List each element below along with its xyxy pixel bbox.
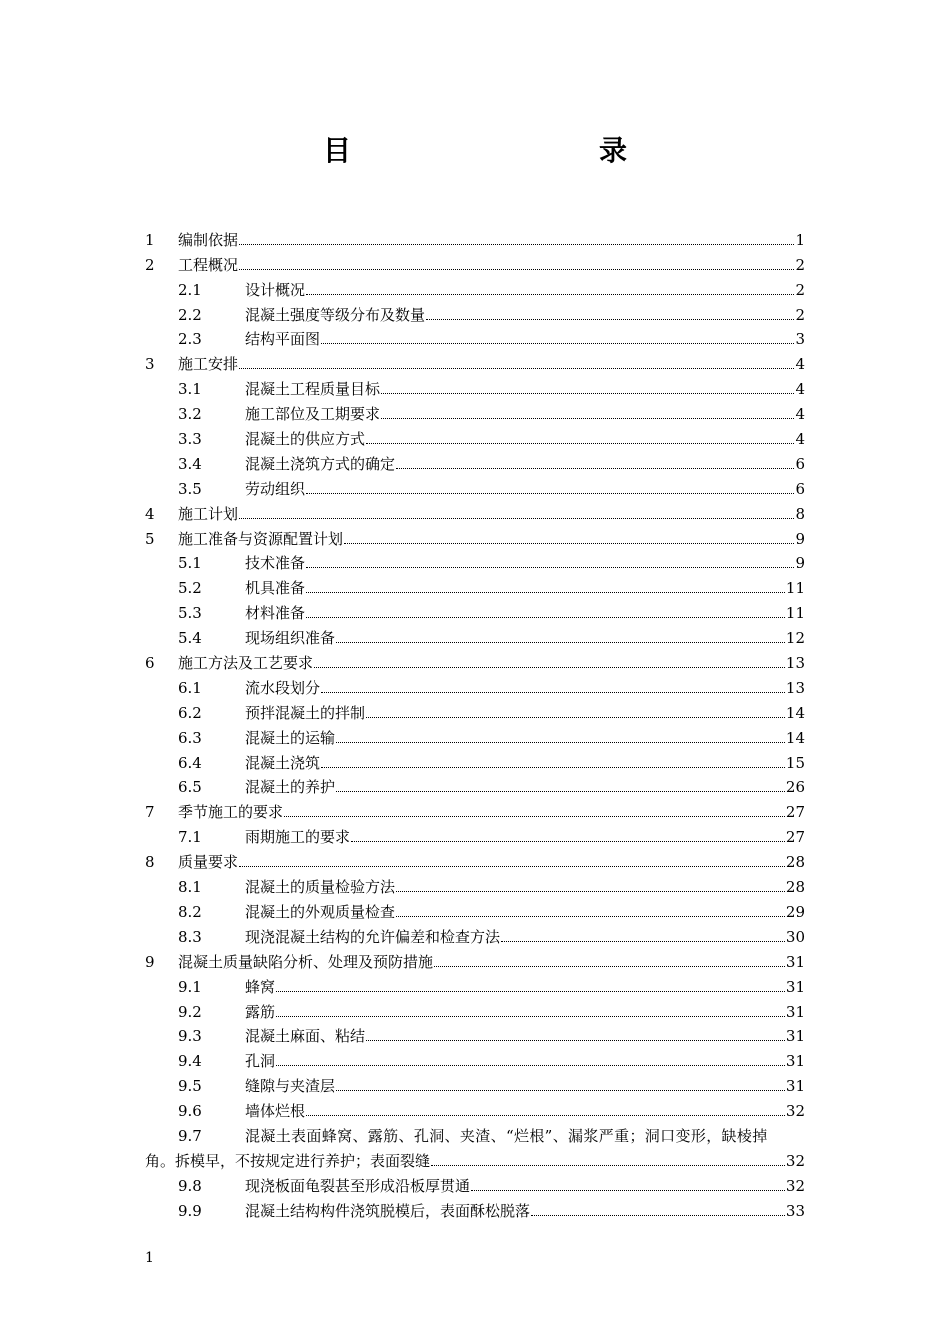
- toc-entry[interactable]: [145, 1022, 805, 1047]
- toc-entry-title: 施工部位及工期要求: [245, 405, 381, 424]
- toc-entry[interactable]: [145, 623, 805, 648]
- toc-entry-title: 混凝土的外观质量检查: [245, 902, 396, 921]
- toc-entry-number: 2.2: [178, 305, 202, 324]
- toc-entry-number: 6.1: [178, 678, 202, 697]
- toc-entry[interactable]: [145, 822, 805, 847]
- toc-leader-dots: [306, 294, 794, 295]
- toc-entry[interactable]: [145, 673, 805, 698]
- toc-entry-page: 14: [785, 728, 805, 747]
- toc-entry-title: 工程概况: [178, 255, 239, 274]
- toc-entry-title: 孔洞: [245, 1052, 276, 1071]
- toc-leader-dots: [239, 518, 794, 519]
- toc-entry-number: 3.4: [178, 454, 202, 473]
- toc-entry-title: 施工计划: [178, 504, 239, 523]
- toc-entry-title: 混凝土麻面、粘结: [245, 1027, 366, 1046]
- toc-entry-page: 13: [785, 678, 805, 697]
- toc-leader-dots: [431, 1165, 785, 1166]
- toc-entry-title: 技术准备: [245, 554, 306, 573]
- toc-entry[interactable]: [145, 549, 805, 574]
- toc-entry[interactable]: [145, 773, 805, 798]
- toc-entry-title: 混凝土结构构件浇筑脱模后，表面酥松脱落: [245, 1201, 531, 1220]
- toc-entry-title: 施工方法及工艺要求: [178, 654, 314, 673]
- toc-leader-dots: [396, 891, 785, 892]
- toc-leader-dots: [239, 866, 785, 867]
- toc-leader-dots: [239, 368, 794, 369]
- toc-entry[interactable]: [145, 847, 805, 872]
- toc-entry-number: 5.2: [178, 579, 202, 598]
- toc-entry-number: 8.3: [178, 927, 202, 946]
- toc-entry[interactable]: [145, 349, 805, 374]
- toc-leader-dots: [426, 319, 794, 320]
- toc-entry-page: 29: [785, 902, 805, 921]
- toc-entry[interactable]: [145, 598, 805, 623]
- toc-entry-page: 15: [785, 753, 805, 772]
- toc-entry-title-line1: 混凝土表面蜂窝、露筋、孔洞、夹渣、“烂根”、漏浆严重；洞口变形，缺棱掉: [245, 1126, 768, 1145]
- page-title: 目 录: [322, 134, 691, 167]
- toc-entry-page: 9: [795, 529, 805, 548]
- toc-entry-number: 5: [145, 529, 155, 548]
- toc-entry-title: 混凝土质量缺陷分析、处理及预防措施: [178, 952, 434, 971]
- toc-leader-dots: [351, 841, 785, 842]
- toc-entry-title: 材料准备: [245, 604, 306, 623]
- toc-entry-page: 4: [795, 405, 805, 424]
- toc-entry-number: 9.2: [178, 1002, 202, 1021]
- toc-entry-title: 混凝土浇筑方式的确定: [245, 454, 396, 473]
- toc-entry-page: 28: [785, 853, 805, 872]
- toc-entry-title: 现浇混凝土结构的允许偏差和检查方法: [245, 927, 501, 946]
- toc-entry-title: 结构平面图: [245, 330, 321, 349]
- toc-entry-title: 季节施工的要求: [178, 803, 284, 822]
- toc-leader-dots: [239, 269, 794, 270]
- toc-entry-page: 31: [785, 1002, 805, 1021]
- toc-entry-number: 6.3: [178, 728, 202, 747]
- toc-entry[interactable]: [145, 648, 805, 673]
- toc-leader-dots: [381, 418, 794, 419]
- toc-entry[interactable]: [145, 797, 805, 822]
- toc-leader-dots: [306, 493, 794, 494]
- toc-entry-title: 现场组织准备: [245, 629, 336, 648]
- toc-entry[interactable]: [145, 997, 805, 1022]
- toc-entry-page: 13: [785, 654, 805, 673]
- toc-entry[interactable]: [145, 1171, 805, 1196]
- toc-entry-title: 预拌混凝土的拌制: [245, 703, 366, 722]
- toc-entry-number: 6.2: [178, 703, 202, 722]
- toc-entry-title: 设计概况: [245, 280, 306, 299]
- toc-entry-page: 31: [785, 977, 805, 996]
- toc-leader-dots: [336, 791, 785, 792]
- toc-entry-title: 缝隙与夹渣层: [245, 1077, 336, 1096]
- toc-entry-page: 12: [785, 629, 805, 648]
- toc-entry-number: 2: [145, 255, 155, 274]
- toc-entry-title-line2: 角。拆模早，不按规定进行养护；表面裂缝: [145, 1151, 431, 1170]
- toc-entry-page: 31: [785, 952, 805, 971]
- toc-entry-number: 4: [145, 504, 155, 523]
- toc-entry-page: 31: [785, 1052, 805, 1071]
- toc-tail-entries: [145, 1171, 805, 1221]
- toc-entry-page: 4: [795, 380, 805, 399]
- toc-entry-number: 5.4: [178, 629, 202, 648]
- toc-leader-dots: [306, 567, 794, 568]
- toc-entry-page: 11: [785, 604, 805, 623]
- toc-entry-number: 9.1: [178, 977, 202, 996]
- toc-leader-dots: [336, 1090, 785, 1091]
- toc-leader-dots: [336, 742, 785, 743]
- toc-entry-page: 9: [795, 554, 805, 573]
- toc-entry-page: 26: [785, 778, 805, 797]
- toc-entry-title: 混凝土的供应方式: [245, 430, 366, 449]
- toc-leader-dots: [344, 543, 794, 544]
- toc-entry-number: 6.5: [178, 778, 202, 797]
- toc-entry[interactable]: [145, 972, 805, 997]
- toc-entry-title: 混凝土工程质量目标: [245, 380, 381, 399]
- toc-leader-dots: [366, 443, 794, 444]
- toc-entry[interactable]: [145, 1196, 805, 1221]
- toc-leader-dots: [321, 767, 785, 768]
- toc-entry[interactable]: [145, 1071, 805, 1096]
- toc-entries: [145, 225, 805, 1121]
- toc-entry-page: 27: [785, 803, 805, 822]
- toc-entry-page: 4: [795, 430, 805, 449]
- toc-entry-title: 混凝土浇筑: [245, 753, 321, 772]
- toc-entry[interactable]: [145, 250, 805, 275]
- toc-entry-number: 3.5: [178, 479, 202, 498]
- table-of-contents: [145, 225, 805, 1221]
- toc-entry-title: 劳动组织: [245, 479, 306, 498]
- toc-leader-dots: [501, 941, 785, 942]
- toc-entry[interactable]: [145, 474, 805, 499]
- toc-entry-title: 施工准备与资源配置计划: [178, 529, 344, 548]
- toc-leader-dots: [396, 468, 794, 469]
- toc-leader-dots: [306, 1115, 785, 1116]
- toc-entry-title: 质量要求: [178, 853, 239, 872]
- toc-entry-page: 2: [795, 255, 805, 274]
- toc-entry[interactable]: [145, 897, 805, 922]
- toc-entry-page: 31: [785, 1027, 805, 1046]
- toc-entry-title: 蜂窝: [245, 977, 276, 996]
- toc-entry-page: 1: [795, 230, 805, 249]
- toc-leader-dots: [336, 642, 785, 643]
- toc-entry-page: 14: [785, 703, 805, 722]
- toc-entry-number: 8.2: [178, 902, 202, 921]
- toc-leader-dots: [276, 1065, 785, 1066]
- toc-entry-title: 露筋: [245, 1002, 276, 1021]
- toc-entry[interactable]: [145, 374, 805, 399]
- toc-entry-page: 32: [785, 1151, 805, 1170]
- toc-entry[interactable]: [145, 947, 805, 972]
- toc-leader-dots: [306, 617, 785, 618]
- toc-leader-dots: [531, 1215, 785, 1216]
- toc-entry-page: 11: [785, 579, 805, 598]
- toc-entry[interactable]: [145, 325, 805, 350]
- toc-entry-number: 2.1: [178, 280, 202, 299]
- toc-entry[interactable]: [145, 723, 805, 748]
- toc-entry-page: 32: [785, 1176, 805, 1195]
- toc-entry-title: 机具准备: [245, 579, 306, 598]
- toc-entry-page: 6: [795, 479, 805, 498]
- toc-entry-number: 3: [145, 355, 155, 374]
- toc-leader-dots: [306, 592, 785, 593]
- toc-leader-dots: [284, 816, 785, 817]
- toc-leader-dots: [434, 966, 785, 967]
- toc-entry-title: 流水段划分: [245, 678, 321, 697]
- toc-entry[interactable]: [145, 300, 805, 325]
- toc-leader-dots: [381, 393, 794, 394]
- toc-leader-dots: [396, 916, 785, 917]
- toc-entry-number: 8: [145, 853, 155, 872]
- toc-entry-number: 8.1: [178, 878, 202, 897]
- toc-entry-page: 27: [785, 828, 805, 847]
- page-number-footer: 1: [145, 1250, 154, 1266]
- toc-entry-page: 4: [795, 355, 805, 374]
- toc-entry[interactable]: [145, 1096, 805, 1121]
- toc-leader-dots: [239, 244, 794, 245]
- toc-entry[interactable]: [145, 1046, 805, 1071]
- toc-entry[interactable]: [145, 225, 805, 250]
- toc-entry-number: 9.3: [178, 1027, 202, 1046]
- toc-leader-dots: [366, 1040, 785, 1041]
- toc-entry-page: 3: [795, 330, 805, 349]
- toc-entry-number: 9.5: [178, 1077, 202, 1096]
- toc-entry-number: 2.3: [178, 330, 202, 349]
- toc-leader-dots: [321, 343, 794, 344]
- toc-leader-dots: [366, 717, 785, 718]
- toc-entry-title: 现浇板面龟裂甚至形成沿板厚贯通: [245, 1176, 471, 1195]
- toc-entry-9-7-continued[interactable]: [145, 1146, 805, 1171]
- toc-entry-number: 6.4: [178, 753, 202, 772]
- toc-leader-dots: [471, 1190, 785, 1191]
- toc-entry[interactable]: [145, 748, 805, 773]
- toc-entry-number: 5.3: [178, 604, 202, 623]
- toc-entry-title: 混凝土强度等级分布及数量: [245, 305, 426, 324]
- toc-entry-number: 9.4: [178, 1052, 202, 1071]
- toc-entry[interactable]: [145, 872, 805, 897]
- toc-entry-page: 28: [785, 878, 805, 897]
- toc-entry-number: 9.7: [178, 1126, 202, 1145]
- toc-entry-title: 混凝土的运输: [245, 728, 336, 747]
- toc-entry[interactable]: [145, 499, 805, 524]
- toc-entry-title: 混凝土的养护: [245, 778, 336, 797]
- toc-entry-number: 9.8: [178, 1176, 202, 1195]
- toc-entry[interactable]: [145, 524, 805, 549]
- toc-entry-page: 33: [785, 1201, 805, 1220]
- toc-entry-9-7[interactable]: [145, 1121, 805, 1146]
- toc-entry-number: 5.1: [178, 554, 202, 573]
- toc-entry-number: 3.3: [178, 430, 202, 449]
- toc-entry-number: 7: [145, 803, 155, 822]
- toc-entry-number: 3.1: [178, 380, 202, 399]
- toc-entry-page: 6: [795, 454, 805, 473]
- toc-entry-number: 1: [145, 230, 155, 249]
- toc-entry[interactable]: [145, 399, 805, 424]
- toc-entry-number: 9: [145, 952, 155, 971]
- toc-entry-page: 30: [785, 927, 805, 946]
- toc-entry-number: 6: [145, 654, 155, 673]
- toc-entry[interactable]: [145, 573, 805, 598]
- toc-entry-number: 7.1: [178, 828, 202, 847]
- toc-leader-dots: [321, 692, 785, 693]
- toc-entry-title: 施工安排: [178, 355, 239, 374]
- toc-entry-page: 8: [795, 504, 805, 523]
- toc-entry[interactable]: [145, 698, 805, 723]
- toc-entry[interactable]: [145, 424, 805, 449]
- toc-entry-page: 31: [785, 1077, 805, 1096]
- toc-entry-page: 2: [795, 280, 805, 299]
- toc-entry-number: 9.6: [178, 1102, 202, 1121]
- toc-entry-number: 9.9: [178, 1201, 202, 1220]
- toc-entry-title: 墙体烂根: [245, 1102, 306, 1121]
- toc-leader-dots: [314, 667, 785, 668]
- toc-entry-number: 3.2: [178, 405, 202, 424]
- toc-entry-page: 2: [795, 305, 805, 324]
- toc-entry-title: 编制依据: [178, 230, 239, 249]
- toc-entry-title: 混凝土的质量检验方法: [245, 878, 396, 897]
- toc-entry[interactable]: [145, 449, 805, 474]
- toc-entry-page: 32: [785, 1102, 805, 1121]
- toc-entry-title: 雨期施工的要求: [245, 828, 351, 847]
- toc-leader-dots: [276, 1016, 785, 1017]
- toc-leader-dots: [276, 991, 785, 992]
- toc-entry[interactable]: [145, 275, 805, 300]
- toc-entry[interactable]: [145, 922, 805, 947]
